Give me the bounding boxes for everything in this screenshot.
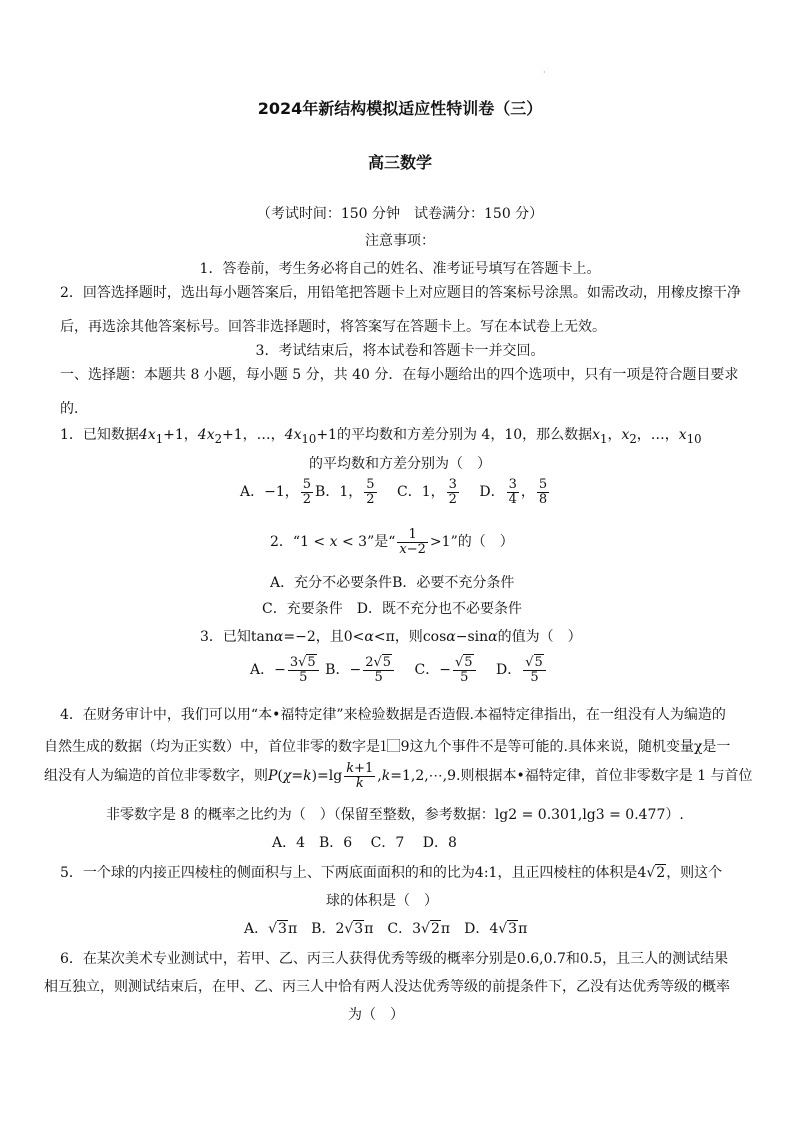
- q2-options-row2: C．充要条件 D．既不充分也不必要条件: [262, 601, 522, 617]
- q6-line1: 6．在某次美术专业测试中，若甲、乙、丙三人获得优秀等级的概率分别是0.6,0.7和0.5，且三人的测试结果: [60, 951, 729, 967]
- q6-line3: 为（ ）: [348, 1007, 404, 1023]
- q2-options-row1: A．充分不必要条件B．必要不充分条件: [270, 575, 515, 591]
- q5-line1: 5．一个球的内接正四棱柱的侧面积与上、下两底面面积的和的比为4:1，且正四棱柱的体积是4√2，则这个: [60, 865, 723, 881]
- q4-line3: 组没有人为编造的首位非零数字，则P(χ=k)=lg $\frac{k+1}{k}$ ,k=1,2,⋯,9.则根据本•福特定律，首位非零数字是 1 与首位: [44, 761, 753, 791]
- exam-subtitle: 高三数学: [367, 153, 432, 172]
- q1-options: A．−1， $\frac{5}{2}$ B．1， $\frac{5}{2}$ C．1， $\frac{3}{2}$ D． $\frac{3}{4}$ ， $\frac{5}{8}$: [240, 477, 548, 507]
- section-title: 一、选择题：本题共 8 小题，每小题 5 分，共 40 分．在每小题给出的四个选项中，只有一项是符合题目要求的．: [60, 367, 739, 417]
- q4-options: A．4 B．6 C．7 D．8: [272, 835, 457, 851]
- q6-line2: 相互独立，则测试结束后，在甲、乙、丙三人中恰有两人没达优秀等级的前提条件下，乙没有达优秀等级的概率: [44, 979, 730, 995]
- note-2: 2．回答选择题时，选出每小题答案后，用铅笔把答题卡上对应题目的答案标号涂黑。如需改动，用橡皮擦干净后，再选涂其他答案标号。回答非选择题时，将答案写在答题卡上。写在本试卷上无效。: [60, 285, 741, 335]
- q2-stem: 2．“1 < x < 3”是“ $\frac{1}{x-2}$ >1”的（ ）: [270, 527, 514, 557]
- exam-info: （考试时间：150 分钟 试卷满分：150 分）: [256, 206, 544, 222]
- notes-heading: 注意事项：: [365, 233, 435, 249]
- q4-line2: 自然生成的数据（均为正实数）中，首位非零的数字是1⃞9这九个事件不是等可能的.具体来说，随机变量χ是一: [44, 739, 731, 755]
- q4-line4: 非零数字是 8 的概率之比约为（ ）（保留至整数，参考数据：lg2 = 0.301,lg3 = 0.477）.: [106, 807, 684, 823]
- exam-title: 2024年新结构模拟适应性特训卷（三）: [257, 99, 543, 118]
- q3-stem: 3．已知tanα=−2，且0<α<π，则cosα−sinα的值为（ ）: [200, 629, 582, 645]
- q1-stem-line2: 的平均数和方差分别为（ ）: [309, 456, 491, 472]
- q1-stem-line1: 1．已知数据$4x_1+1$，$4x_2+1$，…，$4x_{10}+1$的平均数和方差分别为 4，10，那么数据$x_1$，$x_2$，…，$x_{10}$: [60, 427, 702, 446]
- note-1: 1．答卷前，考生务必将自己的姓名、准考证号填写在答题卡上。: [199, 261, 601, 277]
- note-3: 3．考试结束后，将本试卷和答题卡一并交回。: [255, 343, 545, 359]
- q5-options: A．√3π B．2√3π C．3√2π D．4√3π: [244, 921, 528, 937]
- q4-line1: 4．在财务审计中，我们可以用“本•福特定律”来检验数据是否造假.本福特定律指出，在一组没有人为编造的: [60, 707, 726, 723]
- q5-line2: 球的体积是（ ）: [326, 893, 438, 909]
- scan-mark: ·: [543, 68, 546, 77]
- q3-options: A．− $\frac{3√5}{5}$ B．− $\frac{2√5}{5}$ C．− $\frac{√5}{5}$ D． $\frac{√5}{5}$: [250, 656, 548, 684]
